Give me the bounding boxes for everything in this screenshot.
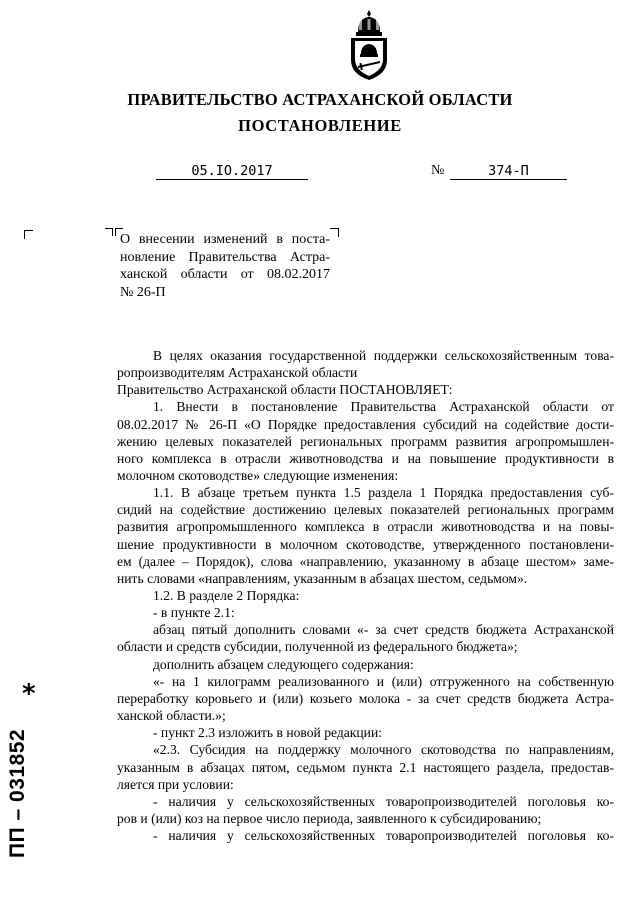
subject-line: О внесении изменений в поста-	[120, 232, 330, 247]
body-line: 1. Внести в постановление Правительства Астраханской области от	[153, 399, 614, 415]
issuer-title: ПРАВИТЕЛЬСТВО АСТРАХАНСКОЙ ОБЛАСТИ	[127, 90, 513, 109]
body-line: «- на 1 килограмм реализованного и (или) отгруженного на собственную	[153, 673, 614, 689]
body-line: сидий на содействие достижению целевых показателей региональных программ	[117, 502, 614, 518]
body-line: ного комплекса в отрасли животноводства и на повышение продуктивности в	[117, 450, 614, 466]
body-line: ем (далее – Порядок), слова «направлению, указанному в абзаце шестом» заме-	[117, 553, 614, 569]
body-line: дополнить абзацем следующего содержания:	[153, 656, 414, 672]
subject-corner-mark-a	[105, 228, 113, 236]
body-line: Правительство Астраханской области ПОСТАНОВЛЯЕТ:	[117, 382, 453, 398]
body-line: - в пункте 2.1:	[153, 605, 235, 621]
body-line: абзац пятый дополнить словами «- за счет средств бюджета Астраханской	[153, 622, 614, 638]
document-type-title: ПОСТАНОВЛЕНИЕ	[238, 116, 402, 135]
body-line: 1.1. В абзаце третьем пункта 1.5 раздела 1 Порядка предоставления суб-	[153, 485, 614, 501]
subject-line: ханской области от 08.02.2017	[120, 267, 330, 283]
serial-code: ПП – 031852	[6, 728, 29, 858]
number-sign: №	[431, 163, 445, 178]
body-line: указанным в абзацах пятом, седьмом пункта 2.1 настоящего раздела, предостав-	[117, 759, 614, 775]
body-line: - наличия у сельскохозяйственных товаропроизводителей поголовья ко-	[153, 793, 614, 809]
coat-of-arms-emblem	[346, 8, 392, 82]
document-number: 374-П	[450, 163, 567, 180]
body-line: В целях оказания государственной поддержки сельскохозяйственным това-	[153, 348, 614, 363]
body-line: шение продуктивности в молочном скотоводстве, утвержденного постановлени-	[117, 536, 614, 552]
body-line: ханской области.»;	[117, 708, 226, 724]
body-line: ляется при условии:	[117, 776, 234, 792]
body-line: переработку коровьего и (или) козьего молока - за счет средств бюджета Астра-	[117, 690, 614, 706]
body-line: нить словами «направлениям, указанным в абзацах шестом, седьмом».	[117, 570, 528, 586]
margin-corner-mark-left	[24, 230, 33, 239]
document-date: 05.IO.2017	[156, 163, 308, 180]
body-line: - наличия у сельскохозяйственных товаропроизводителей поголовья ко-	[153, 828, 614, 844]
subject-line: № 26-П	[120, 284, 166, 300]
body-line: развития агропромышленного комплекса в отрасли животноводства и на повы-	[117, 519, 614, 535]
subject-corner-mark-right	[330, 228, 339, 237]
body-line: 1.2. В разделе 2 Порядка:	[153, 588, 300, 604]
body-line: молочном скотоводстве» следующие изменения:	[117, 468, 399, 484]
document-subject	[120, 231, 330, 301]
document-body	[117, 347, 614, 844]
stamp-asterisk: *	[22, 679, 36, 709]
body-line: - пункт 2.3 изложить в новой редакции:	[153, 725, 383, 741]
body-line: области и средств субсидии, полученной из федерального бюджета»;	[117, 639, 518, 655]
body-line: «2.3. Субсидия на поддержку молочного скотоводства по направлениям,	[153, 742, 614, 758]
subject-line: новление Правительства Астра-	[120, 249, 330, 265]
body-line: ропроизводителям Астраханской области	[117, 365, 358, 381]
body-line: 08.02.2017 № 26-П «О Порядке предоставления субсидий на содействие дости-	[117, 416, 614, 432]
body-line: ров и (или) коз на первое число периода, заявленного к субсидированию;	[117, 810, 542, 826]
body-line: жению целевых показателей региональных программ развития агропромышлен-	[117, 433, 614, 449]
